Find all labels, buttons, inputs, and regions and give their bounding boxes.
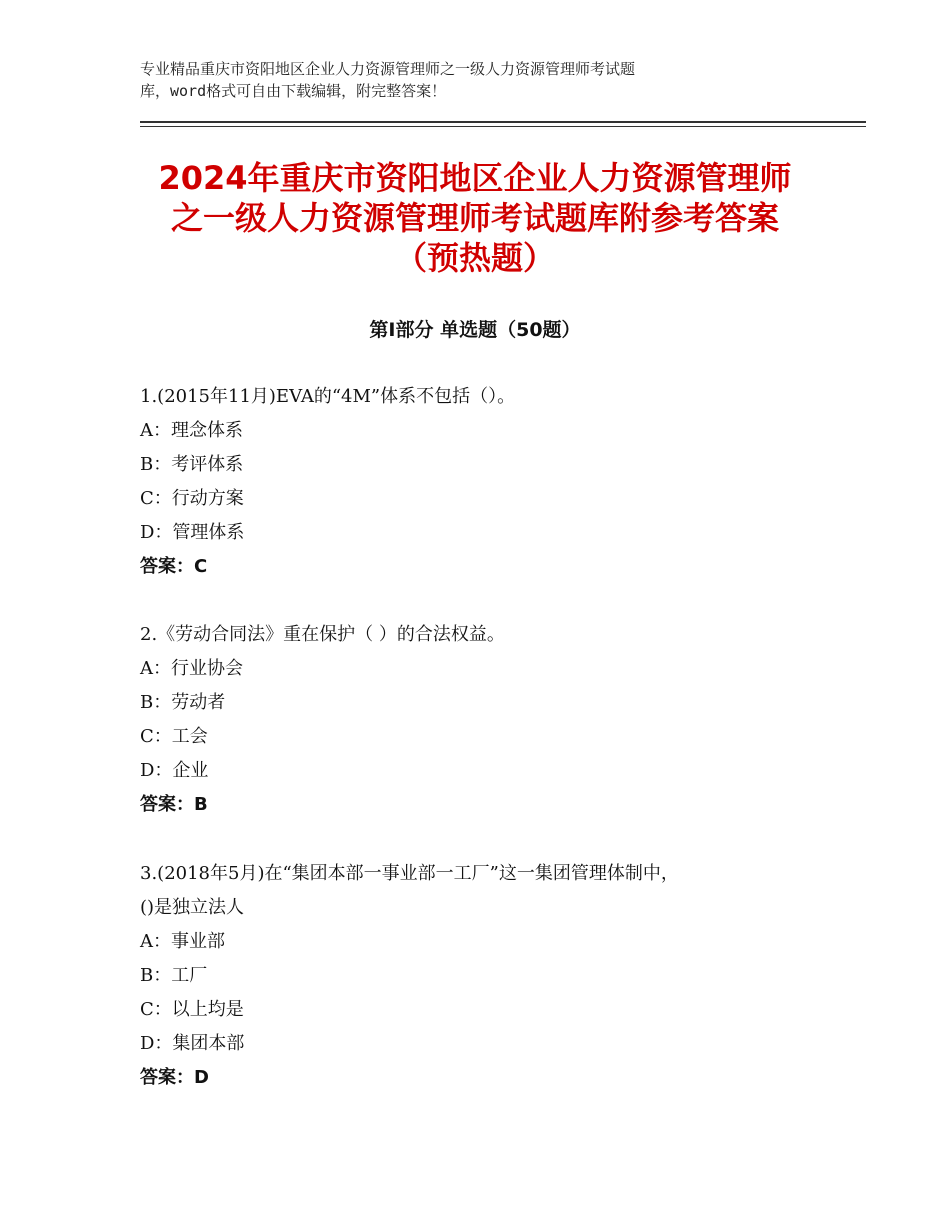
option-a: A：事业部 [140, 931, 225, 952]
answer: 答案：D [140, 1067, 209, 1088]
header-divider-thick [140, 121, 866, 123]
answer: 答案：C [140, 556, 208, 577]
option-c: C：行动方案 [140, 488, 244, 509]
option-d: D：企业 [140, 760, 209, 781]
header-note-line1: 专业精品重庆市资阳地区企业人力资源管理师之一级人力资源管理师考试题 [140, 60, 636, 78]
document-title [100, 158, 850, 278]
question-stem: 2.《劳动合同法》重在保护（ ）的合法权益。 [140, 624, 505, 645]
question-stem: 3.(2018年5月)在“集团本部一事业部一工厂”这一集团管理体制中， [140, 863, 679, 884]
option-d: D：集团本部 [140, 1033, 245, 1054]
header-note-line2: 库，word格式可自由下载编辑，附完整答案！ [140, 82, 447, 100]
question-3 [140, 857, 840, 1095]
question-1 [140, 380, 840, 584]
option-c: C：工会 [140, 726, 208, 747]
question-stem: 1.(2015年11月)EVA的“4M”体系不包括（）。 [140, 386, 516, 407]
header-note [140, 58, 820, 102]
title-line2: 之一级人力资源管理师考试题库附参考答案 [170, 199, 779, 237]
section-heading: 第Ⅰ部分 单选题（50题） [369, 319, 581, 341]
option-a: A：理念体系 [140, 420, 243, 441]
option-b: B：劳动者 [140, 692, 226, 713]
option-b: B：考评体系 [140, 454, 244, 475]
title-line3: （预热题） [394, 239, 555, 277]
option-b: B：工厂 [140, 965, 208, 986]
option-a: A：行业协会 [140, 658, 243, 679]
option-c: C：以上均是 [140, 999, 244, 1020]
question-2 [140, 618, 840, 822]
answer: 答案：B [140, 794, 208, 815]
option-d: D：管理体系 [140, 522, 245, 543]
title-line1: 2024年重庆市资阳地区企业人力资源管理师 [158, 159, 792, 197]
question-stem-continued: ()是独立法人 [140, 897, 245, 918]
header-divider-thin [140, 126, 866, 127]
